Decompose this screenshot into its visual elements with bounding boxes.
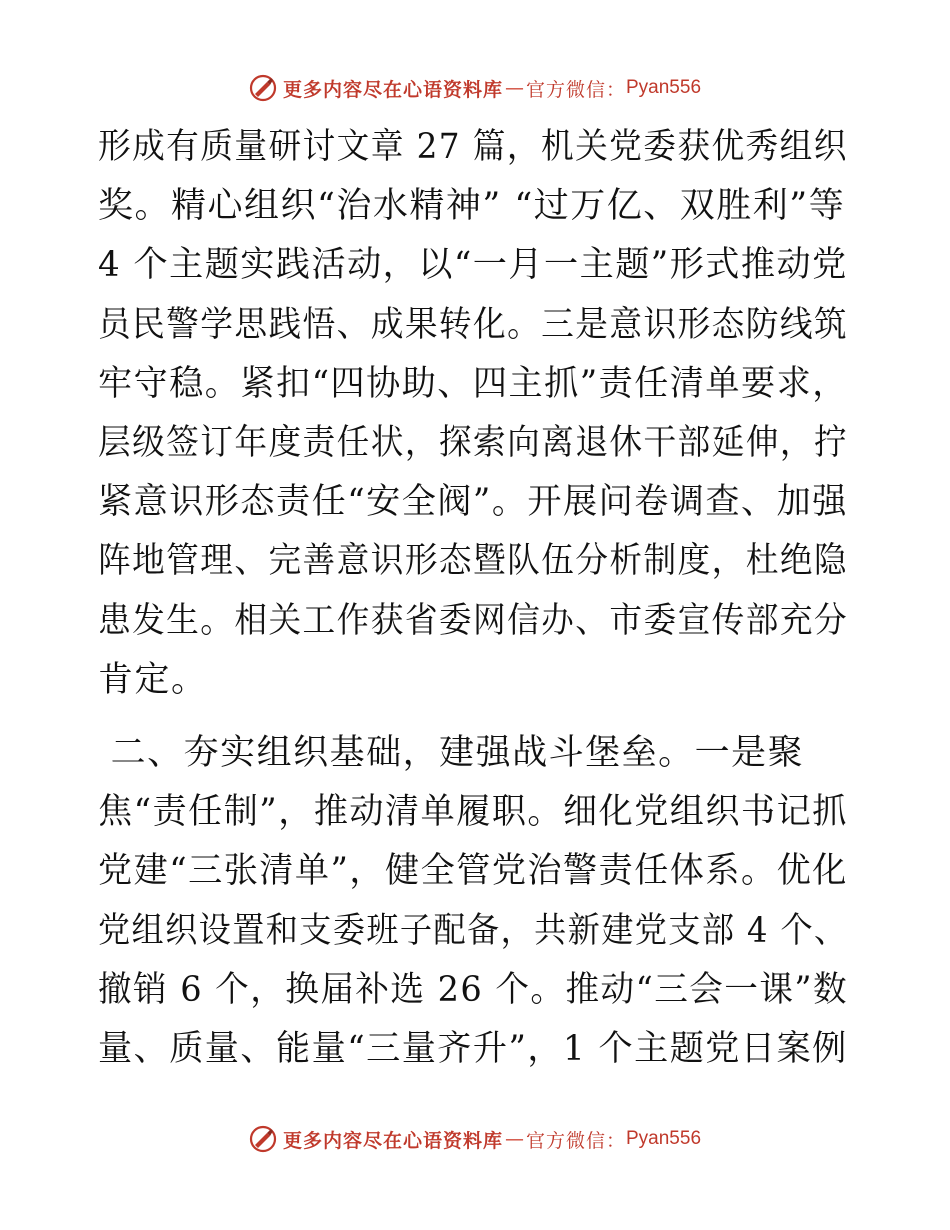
pen-logo-icon — [249, 74, 277, 102]
watermark-sub-text: 官方微信： — [525, 1129, 626, 1152]
text-line: 员民警学思践悟、成果转化。三是意识形态防线筑 — [98, 304, 849, 345]
pen-logo-icon — [249, 1125, 277, 1153]
text-line: 阵地管理、完善意识形态暨队伍分析制度，杜绝隐 — [98, 541, 849, 582]
text-line: 党建“三张清单”，健全管党治警责任体系。优化 — [98, 851, 848, 892]
watermark-account-id: Pyan556 — [626, 77, 702, 98]
text-line: 量、质量、能量“三量齐升”，1 个主题党日案例 — [98, 1029, 848, 1070]
watermark-main-text: 更多内容尽在心语资料库 — [282, 78, 503, 101]
text-line: 患发生。相关工作获省委网信办、市委宣传部充分 — [98, 600, 849, 641]
watermark-sub-text: 官方微信： — [525, 78, 626, 101]
text-line: 二、夯实组织基础，建强战斗堡垒。一是聚 — [98, 733, 805, 774]
text-line: 奖。精心组织“治水精神” “过万亿、双胜利”等 — [98, 186, 846, 227]
text-line: 肯定。 — [98, 659, 208, 700]
text-line: 牢守稳。紧扣“四协助、四主抓”责任清单要求， — [98, 363, 848, 404]
footer-watermark — [0, 1125, 950, 1153]
watermark-separator: — — [504, 1128, 524, 1150]
header-watermark — [0, 74, 950, 102]
text-line: 焦“责任制”，推动清单履职。细化党组织书记抓 — [98, 792, 848, 833]
document-body — [98, 118, 848, 1079]
text-line: 4 个主题实践活动，以“一月一主题”形式推动党 — [98, 245, 848, 286]
paragraph-1 — [98, 118, 848, 710]
text-line: 形成有质量研讨文章 27 篇，机关党委获优秀组织 — [98, 127, 848, 167]
text-line: 撤销 6 个，换届补选 26 个。推动“三会一课”数 — [98, 969, 849, 1010]
watermark-main-text: 更多内容尽在心语资料库 — [282, 1129, 503, 1152]
watermark-account-id: Pyan556 — [626, 1128, 702, 1149]
watermark-separator: — — [504, 77, 524, 99]
text-line: 层级签订年度责任状，探索向离退休干部延伸，拧 — [98, 423, 849, 464]
text-line: 党组织设置和支委班子配备，共新建党支部 4 个、 — [98, 910, 848, 951]
paragraph-2 — [98, 724, 848, 1079]
text-line: 紧意识形态责任“安全阀”。开展问卷调查、加强 — [98, 482, 848, 523]
